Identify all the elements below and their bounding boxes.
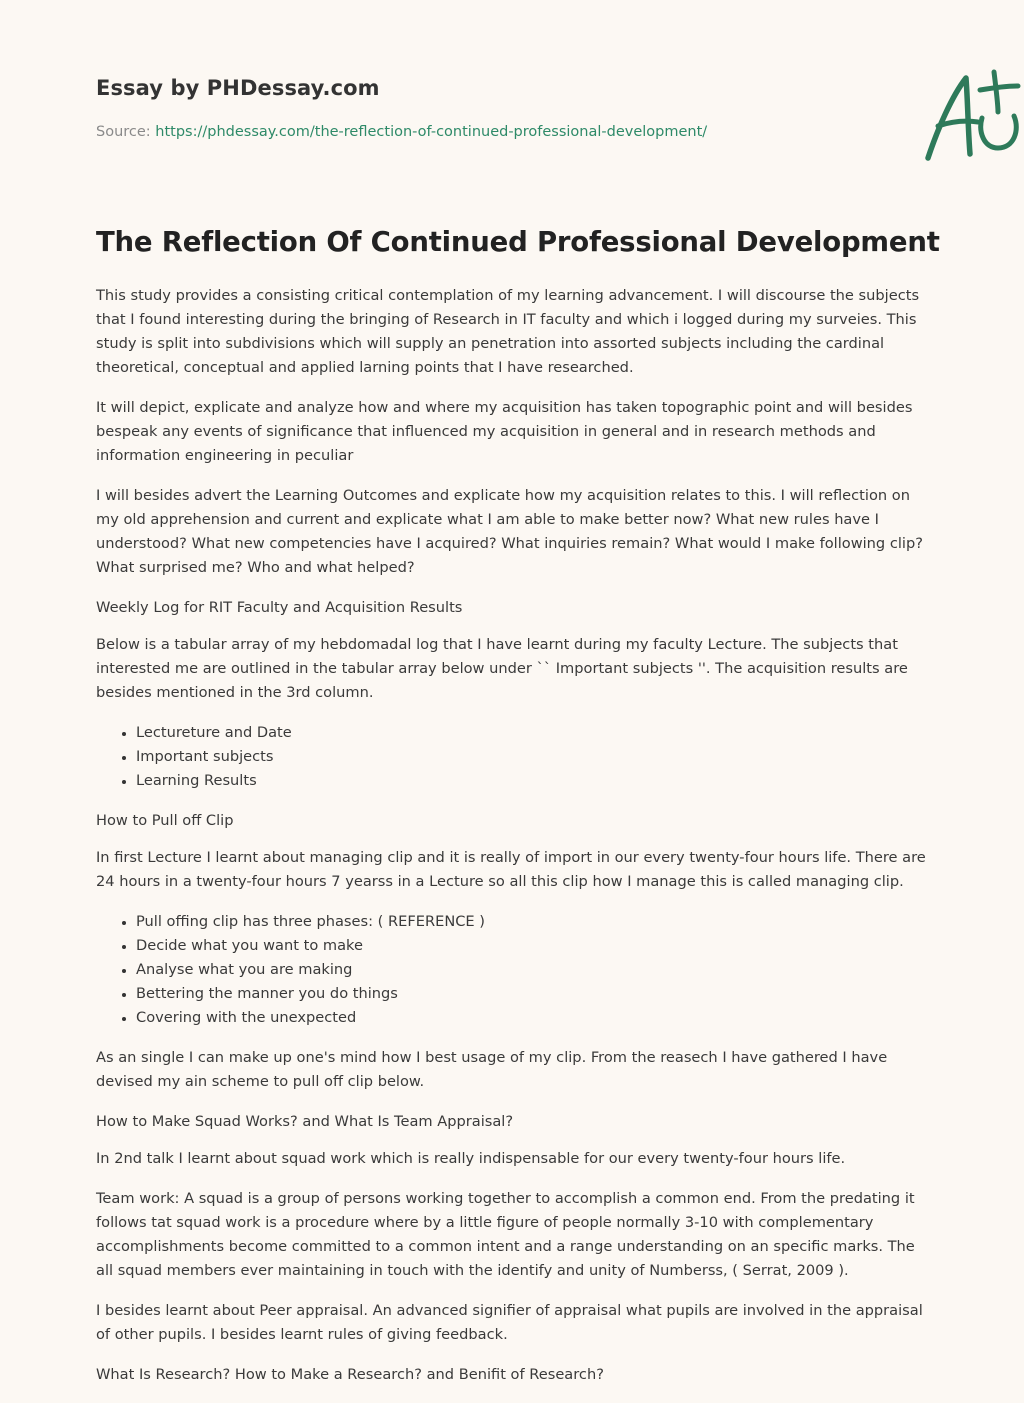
- article-body: [96, 284, 936, 1400]
- paragraph: Team work: A squad is a group of persons working together to accomplish a common end. From the predating it follows tat squad work is a procedure where by a little figure of people normally 3-10 with complementary accomplishments become committed to a common intent and a range understanding on an specific marks. The all squad members ever maintaining in touch with the identify and unity of Numberss, ( Serrat, 2009 ).: [96, 1190, 915, 1279]
- paragraph: It will depict, explicate and analyze how and where my acquisition has taken topographic point and will besides bespeak any events of significance that influenced my acquisition in general and in research methods and information engineering in peculiar: [96, 399, 913, 464]
- paragraph: I will besides advert the Learning Outcomes and explicate how my acquisition relates to this. I will reflection on my old apprehension and current and explicate what I am able to make better now? What new rules have I understood? What new competencies have I acquired? What inquiries remain? What would I make following clip? What surprised me? Who and what helped?: [96, 487, 923, 576]
- site-title: Essay by PHDessay.com: [96, 76, 380, 100]
- source-link[interactable]: https://phdessay.com/the-reflection-of-continued-professional-development/: [155, 124, 708, 140]
- paragraph: Below is a tabular array of my hebdomadal log that I have learnt during my faculty Lecture. The subjects that interested me are outlined in the tabular array below under `` Important subjects ''. The acquisition results are besides mentioned in the 3rd column.: [96, 636, 908, 701]
- section-heading: How to Make Squad Works? and What Is Team Appraisal?: [96, 1113, 514, 1130]
- list-item: • Learning Results: [136, 769, 936, 793]
- list-item: • Important subjects: [136, 745, 936, 769]
- list-item: • Covering with the unexpected: [136, 1006, 936, 1030]
- list-item: • Lectureture and Date: [136, 721, 936, 745]
- section-heading: What Is Research? How to Make a Research? and Benifit of Research?: [96, 1366, 604, 1383]
- section-heading: How to Pull off Clip: [96, 812, 234, 829]
- list-item: • Analyse what you are making: [136, 958, 936, 982]
- paragraph: As an single I can make up one's mind how I best usage of my clip. From the reasech I have gathered I have devised my ain scheme to pull off clip below.: [96, 1049, 888, 1090]
- section-heading: Weekly Log for RIT Faculty and Acquisition Results: [96, 599, 463, 616]
- article-title: The Reflection Of Continued Professional Development: [96, 226, 940, 258]
- bullet-list: [96, 910, 936, 1030]
- paragraph: I besides learnt about Peer appraisal. An advanced signifier of appraisal what pupils are involved in the appraisal of other pupils. I besides learnt rules of giving feedback.: [96, 1302, 923, 1343]
- list-item: • Decide what you want to make: [136, 934, 936, 958]
- paragraph: This study provides a consisting critical contemplation of my learning advancement. I will discourse the subjects that I found interesting during the bringing of Research in IT faculty and which i logged during my surveies. This study is split into subdivisions which will supply an penetration into assorted subjects including the cardinal theoretical, conceptual and applied larning points that I have researched.: [96, 287, 920, 376]
- source-label: Source:: [96, 124, 156, 140]
- paragraph: In first Lecture I learnt about managing clip and it is really of import in our every twenty-four hours life. There are 24 hours in a twenty-four hours 7 yearss in a Lecture so all this clip how I manage this is called managing clip.: [96, 849, 926, 890]
- a-plus-logo-icon: [916, 66, 1024, 166]
- bullet-list: [96, 721, 936, 793]
- list-item: • Bettering the manner you do things: [136, 982, 936, 1006]
- paragraph: In 2nd talk I learnt about squad work which is really indispensable for our every twenty-four hours life.: [96, 1150, 846, 1167]
- list-item: • Pull offing clip has three phases: ( REFERENCE ): [136, 910, 936, 934]
- source-line: [96, 124, 707, 140]
